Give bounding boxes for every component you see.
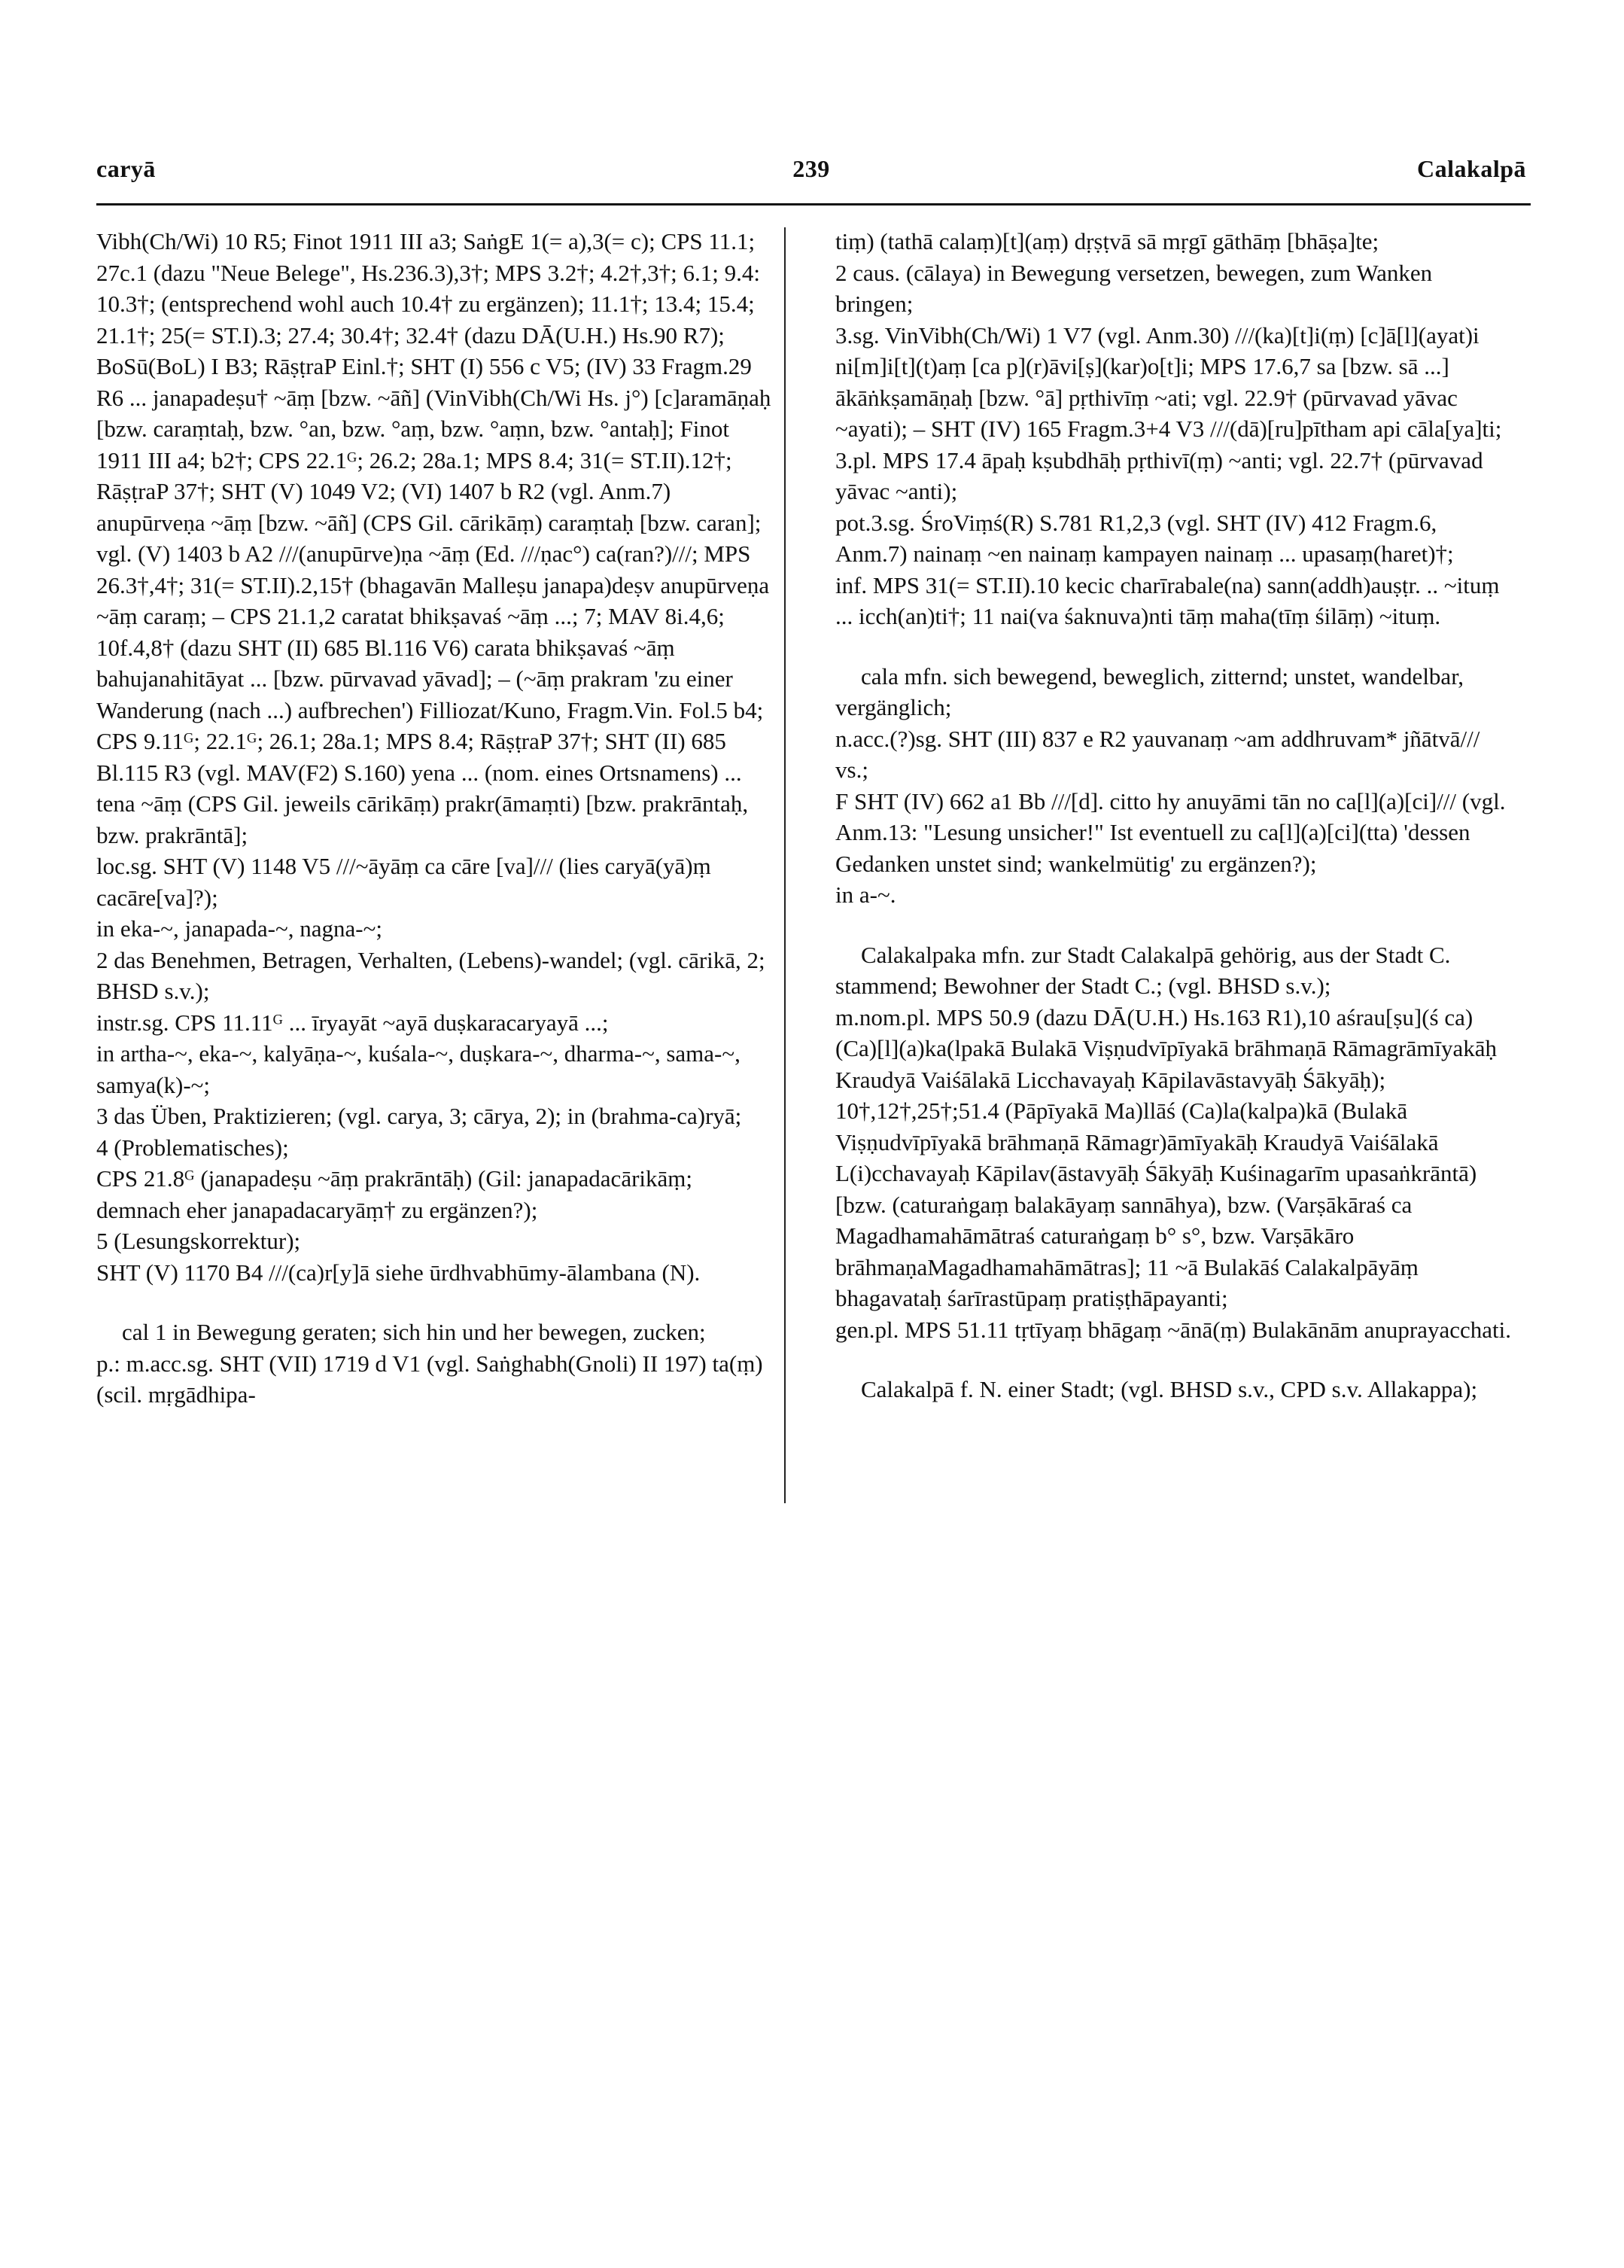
entry-paragraph: p.: m.acc.sg. SHT (VII) 1719 d V1 (vgl. Saṅghabh(Gnoli) II 197) ta(ṃ) (scil. mṛgādhipa- [96,1350,763,1408]
header-right-word: Calakalpā [1417,155,1526,182]
headword-entry-calakalpaka: Calakalpaka mfn. zur Stadt Calakalpā gehörig, aus der Stadt C. stammend; Bewohner der Stadt C.; (vgl. BHSD s.v.); [835,941,1451,999]
entry-paragraph: instr.sg. CPS 11.11ᴳ ... īryayāt ~ayā duṣkaracaryayā ...; [96,1009,609,1036]
entry-paragraph: 3 das Üben, Praktizieren; (vgl. carya, 3; cārya, 2); in (brahma-ca)ryā; [96,1103,742,1129]
right-column [835,226,1513,1405]
entry-paragraph: in artha-~, eka-~, kalyāṇa-~, kuśala-~, duṣkara-~, dharma-~, sama-~, samya(k)-~; [96,1040,741,1098]
headword-entry-calakalpa: Calakalpā f. N. einer Stadt; (vgl. BHSD s.v., CPD s.v. Allakappa); [861,1376,1478,1402]
running-header [96,155,1526,196]
entry-paragraph: gen.pl. MPS 51.11 tṛtīyaṃ bhāgaṃ ~ānā(ṃ) Bulakānām anuprayacchati. [835,1316,1512,1343]
left-column [96,226,774,1411]
entry-paragraph: pot.3.sg. ŚroViṃś(R) S.781 R1,2,3 (vgl. SHT (IV) 412 Fragm.6, Anm.7) nainaṃ ~en nainaṃ kampayen nainaṃ ... upasaṃ(haret)†; [835,509,1454,567]
entry-paragraph: 5 (Lesungskorrektur); [96,1228,301,1254]
entry-paragraph: SHT (V) 1170 B4 ///(ca)r[y]ā siehe ūrdhvabhūmy-ālambana (N). [96,1259,701,1286]
entry-paragraph: tiṃ) (tathā calaṃ)[t](aṃ) dṛṣṭvā sā mṛgī gāthāṃ [bhāṣa]te; [835,228,1379,254]
header-rule [96,203,1531,205]
headword-entry-cala: cala mfn. sich bewegend, beweglich, zitternd; unstet, wandelbar, vergänglich; [835,662,1464,720]
entry-paragraph: inf. MPS 31(= ST.II).10 kecic charīrabale(na) sann(addh)auṣṭr. .. ~ituṃ ... icch(an)ti†; 11 nai(va śaknuva)nti tāṃ maha(tīṃ śilāṃ) ~ituṃ. [835,571,1500,629]
entry-paragraph: Vibh(Ch/Wi) 10 R5; Finot 1911 III a3; SaṅgE 1(= a),3(= c); CPS 11.1; 27c.1 (dazu "Neue Belege", Hs.236.3),3†; MPS 3.2†; 4.2†,3†; 6.1; 9.4: 10.3†; (entsprechend wohl auch 10.4† zu ergänzen); 11.1†; 13.4; 15.4; 21.1†; 25(= ST.I).3; 27.4; 30.4†; 32.4† (dazu DĀ(U.H.) Hs.90 R7); BoSū(BoL) I B3; RāṣṭraP Einl.†; SHT (I) 556 c V5; (IV) 33 Fragm.29 R6 ... janapadeṣu† ~āṃ [bzw. ~āñ] (VinVibh(Ch/Wi Hs. j°) [c]aramāṇaḥ [bzw. caraṃtaḥ, bzw. °an, bzw. °aṃ, bzw. °aṃn, bzw. °antaḥ]; Finot 1911 III a4; b2†; CPS 22.1ᴳ; 26.2; 28a.1; MPS 8.4; 31(= ST.II).12†; RāṣṭraP 37†; SHT (V) 1049 V2; (VI) 1407 b R2 (vgl. Anm.7) anupūrveṇa ~āṃ [bzw. ~āñ] (CPS Gil. cārikāṃ) caraṃtaḥ [bzw. caran]; vgl. (V) 1403 b A2 ///(anupūrve)ṇa ~āṃ (Ed. ///ṇac°) ca(ran?)///; MPS 26.3†,4†; 31(= ST.II).2,15† (bhagavān Malleṣu janapa)deṣv anupūrveṇa ~āṃ caraṃ; – CPS 21.1,2 caratat bhikṣavaś ~āṃ ...; 7; MAV 8i.4,6; 10f.4,8† (dazu SHT (II) 685 Bl.116 V6) carata bhikṣavaś ~āṃ bahujanahitāyat ... [bzw. pūrvavad yāvad]; – (~āṃ prakram 'zu einer Wanderung (nach ...) aufbrechen') Filliozat/Kuno, Fragm.Vin. Fol.5 b4; CPS 9.11ᴳ; 22.1ᴳ; 26.1; 28a.1; MPS 8.4; RāṣṭraP 37†; SHT (II) 685 Bl.115 R3 (vgl. MAV(F2) S.160) yena ... (nom. eines Ortsnamens) ... tena ~āṃ (CPS Gil. jeweils cārikāṃ) prakr(āmaṃti) [bzw. prakrāntaḥ, bzw. prakrāntā]; [96,228,771,848]
entry-paragraph: 4 (Problematisches); [96,1134,289,1161]
entry-paragraph: n.acc.(?)sg. SHT (III) 837 e R2 yauvanaṃ ~am addhruvam* jñātvā/// vs.; [835,725,1480,783]
header-left-word: caryā [96,155,156,182]
entry-paragraph: F SHT (IV) 662 a1 Bb ///[d]. citto hy anuyāmi tān no ca[l](a)[ci]/// (vgl. Anm.13: "Lesung unsicher!" Ist eventuell zu ca[l](a)[ci](tta) 'dessen Gedanken unstet sind; wankelmütig' zu ergänzen?); [835,787,1506,877]
entry-paragraph: loc.sg. SHT (V) 1148 V5 ///~āyāṃ ca cāre [va]/// (lies caryā(yā)ṃ cacāre[va]?); [96,853,711,911]
headword-entry-cal: cal 1 in Bewegung geraten; sich hin und her bewegen, zucken; [122,1319,706,1345]
page-number: 239 [792,155,830,182]
entry-paragraph: CPS 21.8ᴳ (janapadeṣu ~āṃ prakrāntāḥ) (Gil: janapadacārikāṃ; demnach eher janapadacaryāṃ† zu ergänzen?); [96,1165,692,1223]
column-divider [784,227,786,1503]
entry-paragraph: m.nom.pl. MPS 50.9 (dazu DĀ(U.H.) Hs.163 R1),10 aśrau[ṣu](ś ca) (Ca)[l](a)ka(lpakā Bulakā Viṣṇudvīpīyakā brāhmaṇā Rāmagrāmīyakāḥ Kraudyā Vaiśālakā Licchavayaḥ Kāpilavāstavyāḥ Śākyāḥ); 10†,12†,25†;51.4 (Pāpīyakā Ma)llāś (Ca)la(kalpa)kā (Bulakā Viṣṇudvīpīyakā brāhmaṇā Rāmagr)āmīyakāḥ Kraudyā Vaiśālakā L(i)cchavayaḥ Kāpilav(āstavyāḥ Śākyāḥ Kuśinagarīm upasaṅkrāntā) [bzw. (caturaṅgaṃ balakāyaṃ sannāhya), bzw. (Varṣākāraś ca Magadhamahāmātraś caturaṅgaṃ b° s°, bzw. Varṣākāro brāhmaṇaMagadhamahāmātras]; 11 ~ā Bulakāś Calakalpāyāṃ bhagavataḥ śarīrastūpaṃ pratiṣṭhāpayanti; [835,1003,1498,1311]
entry-paragraph: in a-~. [835,881,896,908]
entry-paragraph: 2 das Benehmen, Betragen, Verhalten, (Lebens)-wandel; (vgl. cārikā, 2; BHSD s.v.); [96,946,765,1004]
entry-paragraph: 3.sg. VinVibh(Ch/Wi) 1 V7 (vgl. Anm.30) ///(ka)[t]i(ṃ) [c]ā[l](ayat)i ni[m]i[t](t)aṃ [ca p](r)āvi[ṣ](kar)o[t]i; MPS 17.6,7 sa [bzw. sā ...] ākāṅkṣamāṇaḥ [bzw. °ā] pṛthivīṃ ~ati; vgl. 22.9† (pūrvavad yāvac ~ayati); – SHT (IV) 165 Fragm.3+4 V3 ///(dā)[ru]pītham api cāla[ya]ti; [835,321,1502,442]
entry-paragraph: 3.pl. MPS 17.4 āpaḥ kṣubdhāḥ pṛthivī(ṃ) ~anti; vgl. 22.7† (pūrvavad yāvac ~anti); [835,446,1483,504]
entry-paragraph: 2 caus. (cālaya) in Bewegung versetzen, bewegen, zum Wanken bringen; [835,259,1433,317]
entry-paragraph: in eka-~, janapada-~, nagna-~; [96,915,382,942]
